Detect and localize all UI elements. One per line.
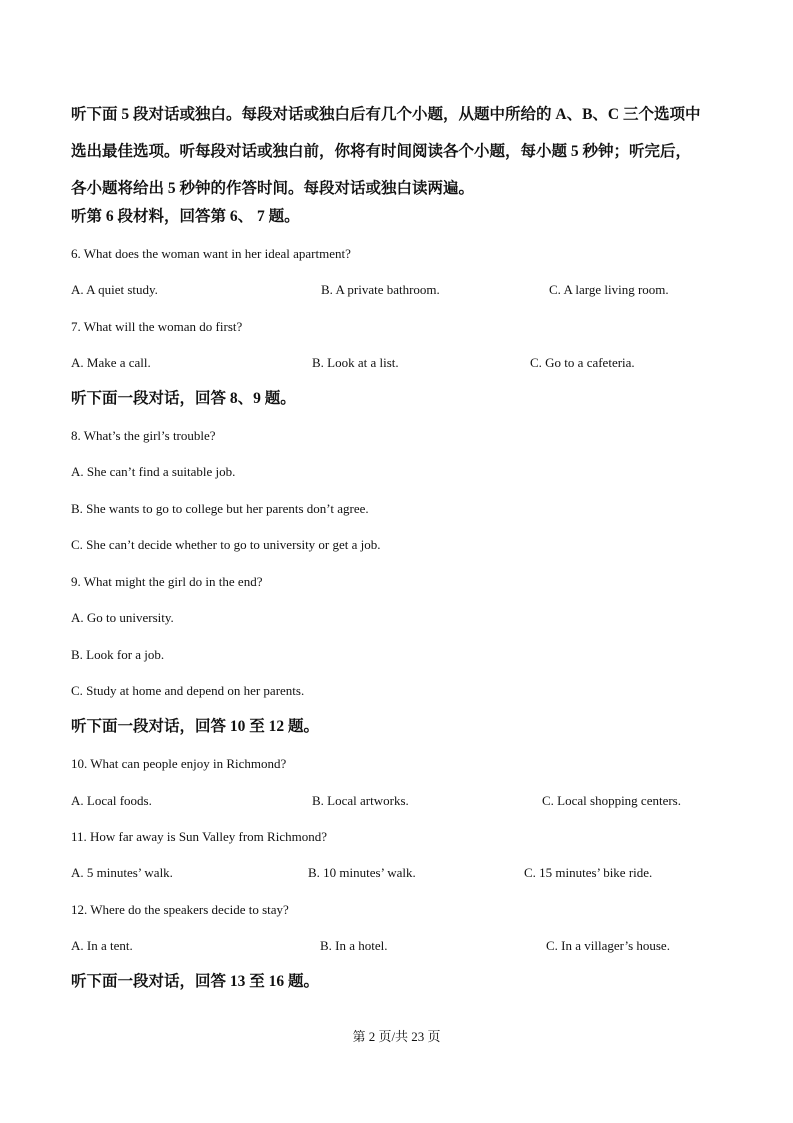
section-heading-13-16: 听下面一段对话，回答 13 至 16 题。 [71, 973, 320, 990]
question-6-option-b: B. A private bathroom. [321, 282, 440, 297]
question-8-stem: 8. What’s the girl’s trouble? [71, 428, 216, 443]
question-11-stem: 11. How far away is Sun Valley from Richmond? [71, 829, 327, 844]
section-heading-10-12: 听下面一段对话，回答 10 至 12 题。 [71, 718, 320, 735]
question-9-stem: 9. What might the girl do in the end? [71, 574, 263, 589]
question-6-option-a: A. A quiet study. [71, 282, 158, 297]
section-heading-6-7: 听第 6 段材料，回答第 6、 7 题。 [71, 208, 300, 225]
question-11-option-a: A. 5 minutes’ walk. [71, 865, 173, 880]
question-11-option-b: B. 10 minutes’ walk. [308, 865, 416, 880]
question-11-option-c: C. 15 minutes’ bike ride. [524, 865, 653, 880]
instruction-line: 选出最佳选项。听每段对话或独白前，你将有时间阅读各个小题，每小题 5 秒钟；听完后， [71, 143, 692, 160]
question-10-option-a: A. Local foods. [71, 793, 152, 808]
listening-instructions [71, 96, 726, 207]
question-12-option-c: C. In a villager’s house. [546, 938, 670, 953]
question-12-stem: 12. Where do the speakers decide to stay? [71, 902, 289, 917]
question-10-option-b: B. Local artworks. [312, 793, 409, 808]
question-6-option-c: C. A large living room. [549, 282, 669, 297]
instruction-line: 各小题将给出 5 秒钟的作答时间。每段对话或独白读两遍。 [71, 180, 475, 197]
section-heading-8-9: 听下面一段对话，回答 8、9 题。 [71, 390, 296, 407]
question-9-option-b: B. Look for a job. [71, 647, 165, 662]
question-9-option-c: C. Study at home and depend on her parents. [71, 683, 305, 698]
question-7-stem: 7. What will the woman do first? [71, 319, 243, 334]
question-12-option-b: B. In a hotel. [320, 938, 388, 953]
question-9-option-a: A. Go to university. [71, 610, 174, 625]
question-10-stem: 10. What can people enjoy in Richmond? [71, 756, 287, 771]
question-8-option-a: A. She can’t find a suitable job. [71, 464, 236, 479]
question-10-option-c: C. Local shopping centers. [542, 793, 681, 808]
page-number-footer: 第 2 页/共 23 页 [352, 1029, 441, 1044]
question-6-stem: 6. What does the woman want in her ideal apartment? [71, 246, 351, 261]
question-7-option-a: A. Make a call. [71, 355, 151, 370]
question-8-option-c: C. She can’t decide whether to go to university or get a job. [71, 537, 381, 552]
question-7-option-b: B. Look at a list. [312, 355, 399, 370]
question-7-option-c: C. Go to a cafeteria. [530, 355, 635, 370]
instruction-line: 听下面 5 段对话或独白。每段对话或独白后有几个小题，从题中所给的 A、B、C 三个选项中 [71, 106, 701, 123]
question-8-option-b: B. She wants to go to college but her parents don’t agree. [71, 501, 369, 516]
question-12-option-a: A. In a tent. [71, 938, 133, 953]
